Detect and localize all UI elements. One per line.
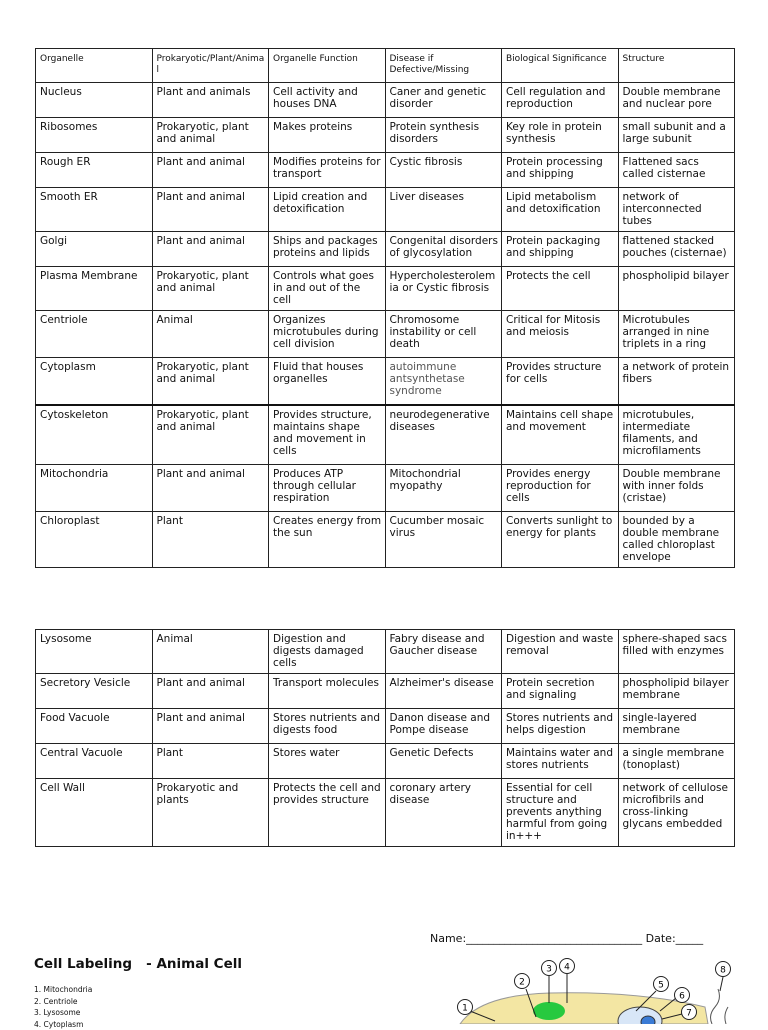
table-cell: small subunit and a large subunit: [618, 118, 735, 153]
table-cell: Rough ER: [36, 153, 153, 188]
table-cell: Protein synthesis disorders: [385, 118, 502, 153]
table-cell: Microtubules arranged in nine triplets in a ring: [618, 311, 735, 358]
callout-number: 4: [564, 963, 570, 973]
table-cell: Stores nutrients and digests food: [269, 709, 386, 744]
table-cell: Plant and animal: [152, 153, 269, 188]
table-cell: Prokaryotic, plant and animal: [152, 358, 269, 405]
table-cell: Alzheimer's disease: [385, 674, 502, 709]
table-cell: Danon disease and Pompe disease: [385, 709, 502, 744]
table-cell: Ribosomes: [36, 118, 153, 153]
table-cell: Modifies proteins for transport: [269, 153, 386, 188]
table-cell: Liver diseases: [385, 188, 502, 232]
table-cell: Provides structure for cells: [502, 358, 619, 405]
cilia-shape: [725, 1007, 728, 1024]
list-item: 4. Cytoplasm: [34, 1019, 92, 1030]
table-cell: Prokaryotic, plant and animal: [152, 405, 269, 465]
table-cell: Caner and genetic disorder: [385, 83, 502, 118]
callout-2: [515, 974, 530, 989]
table-cell: Cell regulation and reproduction: [502, 83, 619, 118]
table-cell: Cucumber mosaic virus: [385, 512, 502, 568]
callout-6: [675, 988, 690, 1003]
table-cell: Fabry disease and Gaucher disease: [385, 630, 502, 674]
table-row: [36, 512, 735, 568]
list-item: 3. Lysosome: [34, 1007, 92, 1019]
table-cell: Maintains cell shape and movement: [502, 405, 619, 465]
header-cell: Organelle Function: [269, 49, 386, 83]
callout-line: [720, 977, 723, 991]
table-cell: Animal: [152, 311, 269, 358]
table-cell: Plasma Membrane: [36, 267, 153, 311]
table-cell: Double membrane with inner folds (cristae): [618, 465, 735, 512]
table-cell: Makes proteins: [269, 118, 386, 153]
table-cell: Digestion and digests damaged cells: [269, 630, 386, 674]
table-cell: Cytoplasm: [36, 358, 153, 405]
callout-number: 5: [658, 981, 664, 991]
table-cell: Plant and animals: [152, 83, 269, 118]
table-row: [36, 153, 735, 188]
table-cell: Plant and animal: [152, 674, 269, 709]
table-cell: Produces ATP through cellular respiration: [269, 465, 386, 512]
callout-number: 8: [720, 966, 726, 976]
organelle-table-continued: [35, 629, 735, 847]
table-cell: Prokaryotic and plants: [152, 779, 269, 847]
table-cell: a network of protein fibers: [618, 358, 735, 405]
nucleolus-shape: [641, 1016, 655, 1024]
table-cell: flattened stacked pouches (cisternae): [618, 232, 735, 267]
table-cell: Prokaryotic, plant and animal: [152, 118, 269, 153]
table-cell: Plant and animal: [152, 188, 269, 232]
header-cell: Disease if Defective/Missing: [385, 49, 502, 83]
callout-number: 7: [686, 1009, 692, 1019]
table-cell: Hypercholesterolemia or Cystic fibrosis: [385, 267, 502, 311]
table-cell: Provides energy reproduction for cells: [502, 465, 619, 512]
table-cell: Genetic Defects: [385, 744, 502, 779]
table-row: [36, 709, 735, 744]
table-row: [36, 188, 735, 232]
callout-7: [682, 1005, 697, 1020]
table-cell: Chromosome instability or cell death: [385, 311, 502, 358]
table-cell: Double membrane and nuclear pore: [618, 83, 735, 118]
header-cell: Biological Significance: [502, 49, 619, 83]
table-cell: Lipid metabolism and detoxification: [502, 188, 619, 232]
table-cell: Prokaryotic, plant and animal: [152, 267, 269, 311]
callout-number: 3: [546, 965, 552, 975]
table-cell: sphere-shaped sacs filled with enzymes: [618, 630, 735, 674]
table-row: [36, 405, 735, 465]
table-row: [36, 779, 735, 847]
table-cell: Golgi: [36, 232, 153, 267]
table-cell: Plant and animal: [152, 465, 269, 512]
table-cell: Creates energy from the sun: [269, 512, 386, 568]
table-cell: Protein processing and shipping: [502, 153, 619, 188]
table-cell: Protein packaging and shipping: [502, 232, 619, 267]
table-cell: Ships and packages proteins and lipids: [269, 232, 386, 267]
table-cell: Plant: [152, 744, 269, 779]
table-cell: Cell activity and houses DNA: [269, 83, 386, 118]
list-item: 1. Mitochondria: [34, 984, 92, 996]
table-cell: Mitochondrial myopathy: [385, 465, 502, 512]
table-cell: autoimmune antsynthetase syndrome: [385, 358, 502, 405]
table-cell: Centriole: [36, 311, 153, 358]
table-cell: bounded by a double membrane called chloroplast envelope: [618, 512, 735, 568]
table-cell: Lipid creation and detoxification: [269, 188, 386, 232]
table-cell: Flattened sacs called cisternae: [618, 153, 735, 188]
table-cell: Stores water: [269, 744, 386, 779]
header-cell: Organelle: [36, 49, 153, 83]
table-cell: Critical for Mitosis and meiosis: [502, 311, 619, 358]
table-cell: Lysosome: [36, 630, 153, 674]
table-cell: Controls what goes in and out of the cell: [269, 267, 386, 311]
table-row: [36, 232, 735, 267]
table-cell: Chloroplast: [36, 512, 153, 568]
organelle-table: [35, 48, 735, 568]
table-cell: Maintains water and stores nutrients: [502, 744, 619, 779]
table-cell: Central Vacuole: [36, 744, 153, 779]
table-cell: Animal: [152, 630, 269, 674]
table-cell: Protects the cell and provides structure: [269, 779, 386, 847]
table-cell: Essential for cell structure and prevents anything harmful from going in+++: [502, 779, 619, 847]
table-cell: Cytoskeleton: [36, 405, 153, 465]
list-item: 2. Centriole: [34, 996, 92, 1008]
table-cell: network of cellulose microfibrils and cross-linking glycans embedded: [618, 779, 735, 847]
table-cell: Cystic fibrosis: [385, 153, 502, 188]
table-header-row: [36, 49, 735, 83]
callout-8: [716, 962, 731, 977]
label-list: [34, 984, 92, 1030]
worksheet-title: Cell Labeling - Animal Cell: [34, 956, 242, 972]
table-row: [36, 465, 735, 512]
table-cell: microtubules, intermediate filaments, and microfilaments: [618, 405, 735, 465]
table-cell: Smooth ER: [36, 188, 153, 232]
table-cell: Key role in protein synthesis: [502, 118, 619, 153]
table-cell: network of interconnected tubes: [618, 188, 735, 232]
table-row: [36, 83, 735, 118]
table-row: [36, 311, 735, 358]
table-cell: Protein secretion and signaling: [502, 674, 619, 709]
table-cell: Organizes microtubules during cell division: [269, 311, 386, 358]
table-cell: Plant: [152, 512, 269, 568]
table-cell: Converts sunlight to energy for plants: [502, 512, 619, 568]
header-cell: Prokaryotic/Plant/Animal: [152, 49, 269, 83]
callout-3: [542, 961, 557, 976]
green-organelle: [533, 1002, 565, 1020]
table-row: [36, 267, 735, 311]
table-cell: Nucleus: [36, 83, 153, 118]
table-cell: Plant and animal: [152, 709, 269, 744]
callout-5: [654, 977, 669, 992]
flagellum-shape: [711, 989, 720, 1024]
table-cell: Stores nutrients and helps digestion: [502, 709, 619, 744]
table-row: [36, 630, 735, 674]
callout-number: 6: [679, 992, 685, 1002]
table-row: [36, 358, 735, 405]
callout-4: [560, 959, 575, 974]
table-cell: Digestion and waste removal: [502, 630, 619, 674]
name-date-line: Name:________________________________ Date:_____: [430, 932, 703, 945]
table-cell: Cell Wall: [36, 779, 153, 847]
table-cell: Food Vacuole: [36, 709, 153, 744]
table-cell: Congenital disorders of glycosylation: [385, 232, 502, 267]
callout-1: [458, 1000, 473, 1015]
table-row: [36, 744, 735, 779]
table-cell: Mitochondria: [36, 465, 153, 512]
table-row: [36, 674, 735, 709]
cell-body: [460, 993, 708, 1024]
table-cell: single-layered membrane: [618, 709, 735, 744]
table-cell: Plant and animal: [152, 232, 269, 267]
table-cell: a single membrane (tonoplast): [618, 744, 735, 779]
callout-number: 1: [462, 1004, 468, 1014]
header-cell: Structure: [618, 49, 735, 83]
table-cell: phospholipid bilayer: [618, 267, 735, 311]
animal-cell-diagram: [440, 955, 740, 1024]
callout-number: 2: [519, 978, 525, 988]
table-cell: phospholipid bilayer membrane: [618, 674, 735, 709]
table-cell: Transport molecules: [269, 674, 386, 709]
table-cell: Fluid that houses organelles: [269, 358, 386, 405]
table-cell: Protects the cell: [502, 267, 619, 311]
table-row: [36, 118, 735, 153]
table-cell: coronary artery disease: [385, 779, 502, 847]
table-cell: neurodegenerative diseases: [385, 405, 502, 465]
table-cell: Secretory Vesicle: [36, 674, 153, 709]
table-cell: Provides structure, maintains shape and movement in cells: [269, 405, 386, 465]
